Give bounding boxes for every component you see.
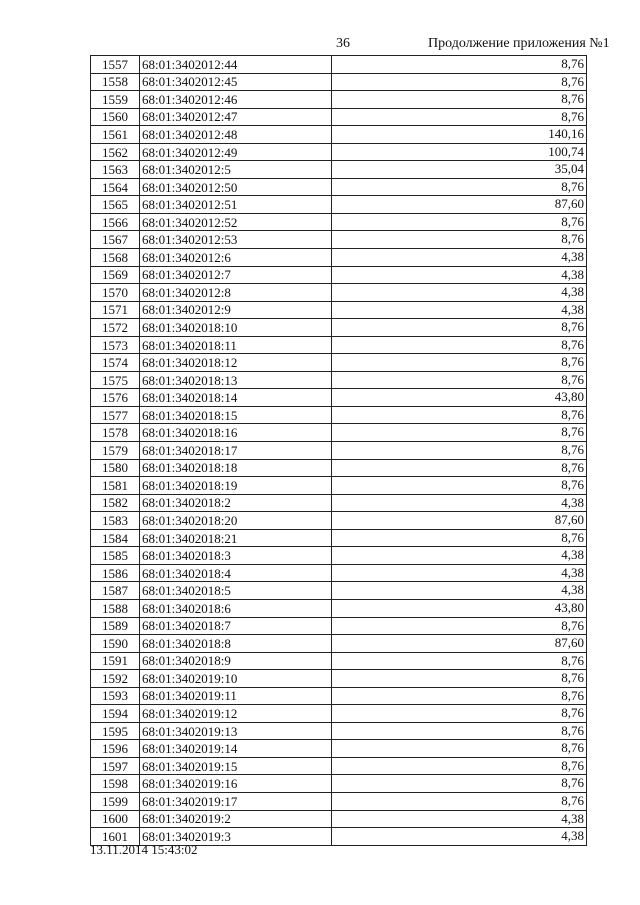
value-cell: 4,38: [332, 284, 587, 302]
row-number-cell: 1597: [91, 757, 140, 775]
value-cell: 8,76: [332, 722, 587, 740]
table-row: [91, 161, 587, 179]
cadastral-number-cell: 68:01:3402012:7: [140, 266, 332, 284]
page-number: 36: [336, 36, 350, 51]
row-number-cell: 1573: [91, 336, 140, 354]
cadastral-number-cell: 68:01:3402018:19: [140, 477, 332, 495]
row-number-cell: 1569: [91, 266, 140, 284]
table-row: [91, 389, 587, 407]
value-cell: 8,76: [332, 91, 587, 109]
table-row: [91, 477, 587, 495]
row-number-cell: 1601: [91, 828, 140, 846]
cadastral-number-cell: 68:01:3402019:12: [140, 705, 332, 723]
value-cell: 35,04: [332, 161, 587, 179]
table-row: [91, 178, 587, 196]
table-row: [91, 582, 587, 600]
row-number-cell: 1592: [91, 670, 140, 688]
table-row: [91, 705, 587, 723]
cadastral-number-cell: 68:01:3402018:15: [140, 406, 332, 424]
table-row: [91, 810, 587, 828]
cadastral-number-cell: 68:01:3402012:44: [140, 56, 332, 74]
value-cell: 8,76: [332, 617, 587, 635]
value-cell: 8,76: [332, 336, 587, 354]
table-row: [91, 213, 587, 231]
value-cell: 140,16: [332, 126, 587, 144]
row-number-cell: 1564: [91, 178, 140, 196]
table-row: [91, 336, 587, 354]
value-cell: 4,38: [332, 564, 587, 582]
table-row: [91, 775, 587, 793]
row-number-cell: 1565: [91, 196, 140, 214]
value-cell: 8,76: [332, 792, 587, 810]
print-timestamp: 13.11.2014 15:43:02: [90, 842, 198, 857]
row-number-cell: 1596: [91, 740, 140, 758]
value-cell: 87,60: [332, 512, 587, 530]
table-row: [91, 617, 587, 635]
cadastral-number-cell: 68:01:3402019:16: [140, 775, 332, 793]
value-cell: 4,38: [332, 266, 587, 284]
table-body: [91, 56, 587, 846]
cadastral-number-cell: 68:01:3402012:46: [140, 91, 332, 109]
value-cell: 8,76: [332, 652, 587, 670]
table-row: [91, 319, 587, 337]
value-cell: 8,76: [332, 477, 587, 495]
table-row: [91, 73, 587, 91]
table-row: [91, 301, 587, 319]
table-row: [91, 670, 587, 688]
row-number-cell: 1595: [91, 722, 140, 740]
cadastral-number-cell: 68:01:3402012:53: [140, 231, 332, 249]
row-number-cell: 1560: [91, 108, 140, 126]
table-row: [91, 564, 587, 582]
value-cell: 8,76: [332, 178, 587, 196]
value-cell: 8,76: [332, 371, 587, 389]
row-number-cell: 1575: [91, 371, 140, 389]
row-number-cell: 1574: [91, 354, 140, 372]
value-cell: 8,76: [332, 56, 587, 74]
row-number-cell: 1600: [91, 810, 140, 828]
row-number-cell: 1559: [91, 91, 140, 109]
cadastral-number-cell: 68:01:3402012:5: [140, 161, 332, 179]
cadastral-number-cell: 68:01:3402012:49: [140, 143, 332, 161]
value-cell: 100,74: [332, 143, 587, 161]
cadastral-number-cell: 68:01:3402018:6: [140, 599, 332, 617]
row-number-cell: 1558: [91, 73, 140, 91]
cadastral-number-cell: 68:01:3402018:21: [140, 529, 332, 547]
cadastral-number-cell: 68:01:3402018:12: [140, 354, 332, 372]
row-number-cell: 1584: [91, 529, 140, 547]
cadastral-number-cell: 68:01:3402018:13: [140, 371, 332, 389]
table-row: [91, 196, 587, 214]
row-number-cell: 1566: [91, 213, 140, 231]
cadastral-number-cell: 68:01:3402018:4: [140, 564, 332, 582]
row-number-cell: 1579: [91, 442, 140, 460]
value-cell: 8,76: [332, 670, 587, 688]
table-row: [91, 56, 587, 74]
value-cell: 4,38: [332, 582, 587, 600]
cadastral-number-cell: 68:01:3402012:47: [140, 108, 332, 126]
value-cell: 8,76: [332, 406, 587, 424]
cadastral-table: [90, 55, 587, 846]
table-row: [91, 599, 587, 617]
row-number-cell: 1594: [91, 705, 140, 723]
table-row: [91, 249, 587, 267]
cadastral-number-cell: 68:01:3402019:17: [140, 792, 332, 810]
value-cell: 8,76: [332, 740, 587, 758]
value-cell: 8,76: [332, 231, 587, 249]
row-number-cell: 1593: [91, 687, 140, 705]
row-number-cell: 1582: [91, 494, 140, 512]
value-cell: 8,76: [332, 459, 587, 477]
cadastral-number-cell: 68:01:3402018:5: [140, 582, 332, 600]
value-cell: 4,38: [332, 547, 587, 565]
table-row: [91, 512, 587, 530]
cadastral-number-cell: 68:01:3402019:2: [140, 810, 332, 828]
row-number-cell: 1580: [91, 459, 140, 477]
row-number-cell: 1578: [91, 424, 140, 442]
value-cell: 8,76: [332, 757, 587, 775]
row-number-cell: 1570: [91, 284, 140, 302]
cadastral-number-cell: 68:01:3402012:9: [140, 301, 332, 319]
table-row: [91, 354, 587, 372]
value-cell: 8,76: [332, 529, 587, 547]
row-number-cell: 1563: [91, 161, 140, 179]
cadastral-number-cell: 68:01:3402012:52: [140, 213, 332, 231]
value-cell: 87,60: [332, 196, 587, 214]
cadastral-number-cell: 68:01:3402018:2: [140, 494, 332, 512]
row-number-cell: 1586: [91, 564, 140, 582]
value-cell: 8,76: [332, 213, 587, 231]
table-row: [91, 529, 587, 547]
cadastral-number-cell: 68:01:3402019:3: [140, 828, 332, 846]
table-row: [91, 652, 587, 670]
row-number-cell: 1557: [91, 56, 140, 74]
cadastral-number-cell: 68:01:3402019:10: [140, 670, 332, 688]
table-row: [91, 406, 587, 424]
cadastral-number-cell: 68:01:3402018:7: [140, 617, 332, 635]
row-number-cell: 1585: [91, 547, 140, 565]
row-number-cell: 1583: [91, 512, 140, 530]
cadastral-number-cell: 68:01:3402018:14: [140, 389, 332, 407]
value-cell: 4,38: [332, 828, 587, 846]
value-cell: 8,76: [332, 442, 587, 460]
cadastral-number-cell: 68:01:3402012:6: [140, 249, 332, 267]
cadastral-number-cell: 68:01:3402018:3: [140, 547, 332, 565]
table-row: [91, 108, 587, 126]
value-cell: 8,76: [332, 424, 587, 442]
value-cell: 4,38: [332, 494, 587, 512]
row-number-cell: 1567: [91, 231, 140, 249]
table-row: [91, 757, 587, 775]
table-row: [91, 143, 587, 161]
cadastral-number-cell: 68:01:3402018:16: [140, 424, 332, 442]
cadastral-number-cell: 68:01:3402012:51: [140, 196, 332, 214]
table-row: [91, 792, 587, 810]
table-row: [91, 494, 587, 512]
value-cell: 8,76: [332, 319, 587, 337]
row-number-cell: 1591: [91, 652, 140, 670]
value-cell: 8,76: [332, 775, 587, 793]
value-cell: 8,76: [332, 687, 587, 705]
cadastral-number-cell: 68:01:3402018:20: [140, 512, 332, 530]
row-number-cell: 1589: [91, 617, 140, 635]
appendix-continuation-note: Продолжение приложения №1: [428, 36, 610, 51]
cadastral-number-cell: 68:01:3402012:48: [140, 126, 332, 144]
table-row: [91, 266, 587, 284]
value-cell: 87,60: [332, 635, 587, 653]
table-row: [91, 635, 587, 653]
table-row: [91, 231, 587, 249]
cadastral-number-cell: 68:01:3402018:11: [140, 336, 332, 354]
value-cell: 4,38: [332, 249, 587, 267]
value-cell: 8,76: [332, 705, 587, 723]
row-number-cell: 1587: [91, 582, 140, 600]
row-number-cell: 1598: [91, 775, 140, 793]
row-number-cell: 1562: [91, 143, 140, 161]
cadastral-number-cell: 68:01:3402019:11: [140, 687, 332, 705]
cadastral-number-cell: 68:01:3402012:50: [140, 178, 332, 196]
table-row: [91, 687, 587, 705]
table-row: [91, 424, 587, 442]
value-cell: 8,76: [332, 108, 587, 126]
cadastral-number-cell: 68:01:3402018:18: [140, 459, 332, 477]
row-number-cell: 1561: [91, 126, 140, 144]
row-number-cell: 1568: [91, 249, 140, 267]
table-row: [91, 371, 587, 389]
value-cell: 43,80: [332, 599, 587, 617]
table-row: [91, 284, 587, 302]
cadastral-number-cell: 68:01:3402019:15: [140, 757, 332, 775]
row-number-cell: 1577: [91, 406, 140, 424]
table-row: [91, 722, 587, 740]
table-row: [91, 547, 587, 565]
cadastral-number-cell: 68:01:3402019:13: [140, 722, 332, 740]
row-number-cell: 1572: [91, 319, 140, 337]
cadastral-number-cell: 68:01:3402019:14: [140, 740, 332, 758]
value-cell: 8,76: [332, 354, 587, 372]
value-cell: 43,80: [332, 389, 587, 407]
table-row: [91, 740, 587, 758]
row-number-cell: 1599: [91, 792, 140, 810]
cadastral-number-cell: 68:01:3402018:17: [140, 442, 332, 460]
cadastral-number-cell: 68:01:3402018:8: [140, 635, 332, 653]
value-cell: 8,76: [332, 73, 587, 91]
cadastral-number-cell: 68:01:3402012:45: [140, 73, 332, 91]
value-cell: 4,38: [332, 301, 587, 319]
cadastral-number-cell: 68:01:3402018:9: [140, 652, 332, 670]
table-row: [91, 126, 587, 144]
row-number-cell: 1576: [91, 389, 140, 407]
table-row: [91, 91, 587, 109]
row-number-cell: 1590: [91, 635, 140, 653]
table-row: [91, 442, 587, 460]
value-cell: 4,38: [332, 810, 587, 828]
row-number-cell: 1588: [91, 599, 140, 617]
cadastral-number-cell: 68:01:3402012:8: [140, 284, 332, 302]
row-number-cell: 1581: [91, 477, 140, 495]
table-row: [91, 459, 587, 477]
cadastral-number-cell: 68:01:3402018:10: [140, 319, 332, 337]
row-number-cell: 1571: [91, 301, 140, 319]
